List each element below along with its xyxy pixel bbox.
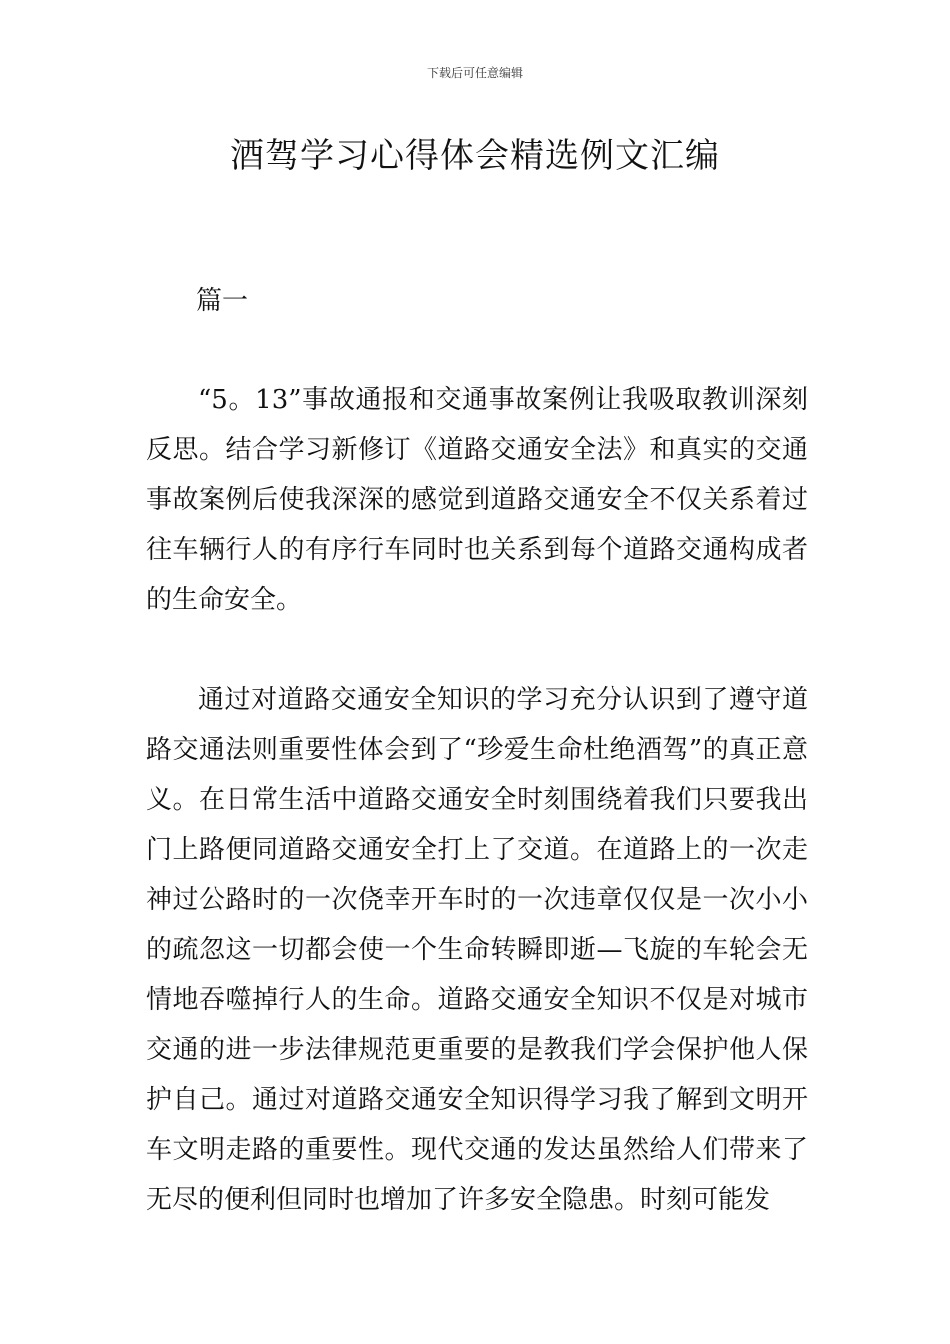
body-paragraph-2: 通过对道路交通安全知识的学习充分认识到了遵守道路交通法则重要性体会到了“珍爱生命杜绝酒驾”的真正意义。在日常生活中道路交通安全时刻围绕着我们只要我出门上路便同道路交通安全打上了交道。在道路上的一次走神过公路时的一次侥幸开车时的一次违章仅仅是一次小小的疏忽这一切都会使一个生命转瞬即逝—飞旋的车轮会无情地吞噬掉行人的生命。道路交通安全知识不仅是对城市交通的进一步法律规范更重要的是教我们学会保护他人保护自己。通过对道路交通安全知识得学习我了解到文明开车文明走路的重要性。现代交通的发达虽然给人们带来了无尽的便利但同时也增加了许多安全隐患。时刻可能发 [146, 685, 808, 1215]
body-paragraph-1: “5。13”事故通报和交通事故案例让我吸取教训深刻反思。结合学习新修订《道路交通安全法》和真实的交通事故案例后使我深深的感觉到道路交通安全不仅关系着过往车辆行人的有序行车同时也关系到每个道路交通构成者的生命安全。 [146, 385, 808, 615]
section-heading: 篇一 [196, 286, 249, 316]
document-title: 酒驾学习心得体会精选例文汇编 [230, 136, 720, 176]
page-header-note: 下载后可任意编辑 [426, 66, 523, 80]
